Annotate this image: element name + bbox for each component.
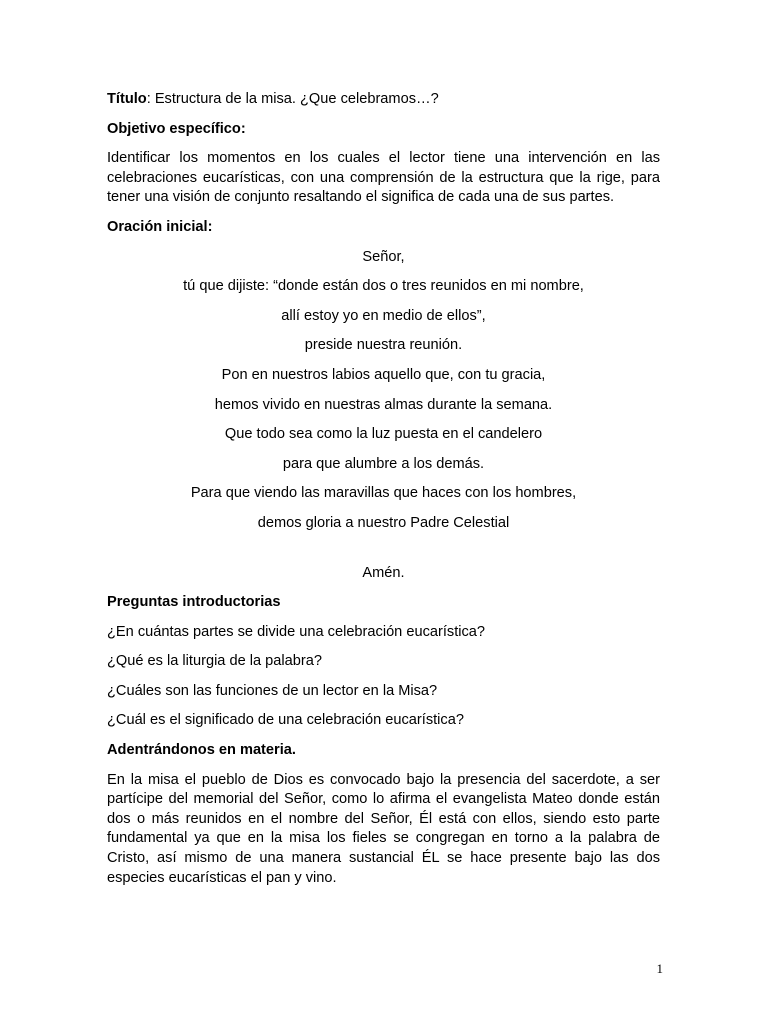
prayer-line: demos gloria a nuestro Padre Celestial (257, 514, 510, 531)
prayer-line: para que alumbre a los demás. (282, 455, 485, 472)
question-item: ¿Cuál es el significado de una celebración eucarística? (107, 712, 464, 729)
question-item: ¿En cuántas partes se divide una celebración eucarística? (107, 623, 486, 640)
prayer-line: hemos vivido en nuestras almas durante la semana. (214, 396, 553, 413)
questions-heading: Preguntas introductorias (107, 594, 281, 611)
title-label: Título (107, 91, 147, 107)
title-text: : Estructura de la misa. ¿Que celebramos…? (146, 91, 439, 107)
section-heading: Adentrándonos en materia. (107, 742, 296, 759)
prayer-line: Para que viendo las maravillas que haces con los hombres, (190, 485, 577, 502)
page-number: 1 (656, 961, 663, 976)
prayer-heading: Oración inicial: (107, 218, 213, 235)
objective-heading: Objetivo específico: (107, 120, 246, 137)
question-item: ¿Cuáles son las funciones de un lector en la Misa? (107, 682, 438, 699)
prayer-line: Que todo sea como la luz puesta en el candelero (224, 426, 543, 443)
prayer-line: Señor, (362, 248, 405, 265)
prayer-block (107, 248, 660, 594)
document-page (107, 90, 660, 898)
prayer-line: tú que dijiste: “donde están dos o tres reunidos en mi nombre, (183, 278, 584, 295)
amen-line: Amén. (362, 564, 405, 581)
objective-text: Identificar los momentos en los cuales el lector tiene una intervención en las celebraciones eucarísticas, con una comprensión de la estructura que la rige, para tener una visión de conjunto resaltando el significa de cada una de sus partes. (107, 150, 660, 206)
prayer-line: allí estoy yo en medio de ellos”, (281, 307, 486, 324)
title-line (107, 90, 660, 110)
prayer-line: preside nuestra reunión. (304, 337, 463, 354)
prayer-line: Pon en nuestros labios aquello que, con tu gracia, (221, 366, 546, 383)
prayer-gap (107, 544, 660, 564)
section-text: En la misa el pueblo de Dios es convocado bajo la presencia del sacerdote, a ser partícipe del memorial del Señor, como lo afirma el evangelista Mateo donde están dos o más reunidos en el nombre del Señor, Él está con ellos, siendo esto parte fundamental ya que en la misa los fieles se congregan en torno a la palabra de Cristo, así mismo de una manera sustancial ÉL se hace presente bajo las dos especies eucarísticas el pan y vino. (107, 771, 660, 886)
question-item: ¿Qué es la liturgia de la palabra? (107, 653, 322, 670)
